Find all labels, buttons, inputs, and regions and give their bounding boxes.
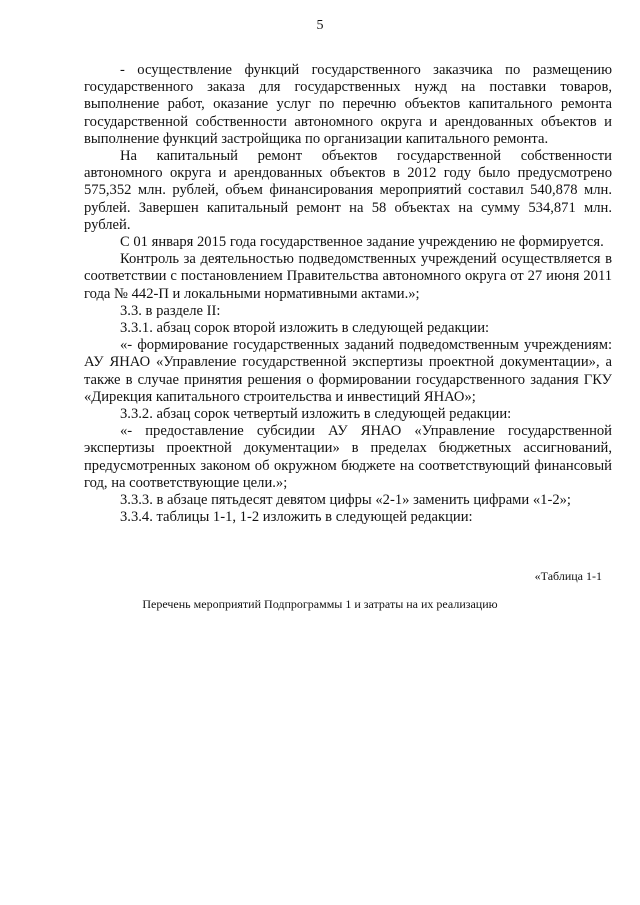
document-body	[84, 62, 612, 526]
paragraph: 3.3.1. абзац сорок второй изложить в следующей редакции:	[120, 320, 490, 337]
table-reference: «Таблица 1-1	[534, 569, 602, 583]
paragraph: Контроль за деятельностью подведомственных учреждений осуществляется в соответствии с постановлением Правительства автономного округа от 27 июня 2011 года № 442-П и локальными нормативными актами.»;	[84, 251, 612, 302]
paragraph: 3.3.3. в абзаце пятьдесят девятом цифры «2-1» заменить цифрами «1-2»;	[120, 492, 571, 509]
table-caption: Перечень мероприятий Подпрограммы 1 и затраты на их реализацию	[142, 597, 498, 611]
paragraph: 3.3.2. абзац сорок четвертый изложить в следующей редакции:	[120, 406, 512, 423]
paragraph: «- предоставление субсидии АУ ЯНАО «Управление государственной экспертизы проектной документации» в пределах бюджетных ассигнований, предусмотренных законом об окружном бюджете на соответствующий финансовый год, на соответствующие цели.»;	[84, 423, 612, 491]
paragraph: - осуществление функций государственного заказчика по размещению государственного заказа для государственных нужд на поставки товаров, выполнение работ, оказание услуг по перечню объектов капитального ремонта государственной собственности автономного округа и арендованных объектов и выполнение функций застройщика по организации капитального ремонта.	[84, 62, 612, 147]
page-number: 5	[316, 18, 324, 33]
paragraph: «- формирование государственных заданий подведомственным учреждениям: АУ ЯНАО «Управление государственной экспертизы проектной документации», а также в случае принятия решения о формировании государственного задания ГКУ «Дирекция капитального строительства и инвестиций ЯНАО»;	[84, 337, 612, 405]
paragraph: На капитальный ремонт объектов государственной собственности автономного округа и арендованных объектов в 2012 году было предусмотрено 575,352 млн. рублей, объем финансирования мероприятий составил 540,878 млн. рублей. Завершен капитальный ремонт на 58 объектах на сумму 534,871 млн. рублей.	[84, 148, 612, 233]
paragraph: 3.3.4. таблицы 1-1, 1-2 изложить в следующей редакции:	[120, 509, 473, 526]
paragraph: 3.3. в разделе II:	[120, 302, 221, 319]
paragraph: С 01 января 2015 года государственное задание учреждению не формируется.	[120, 234, 604, 251]
